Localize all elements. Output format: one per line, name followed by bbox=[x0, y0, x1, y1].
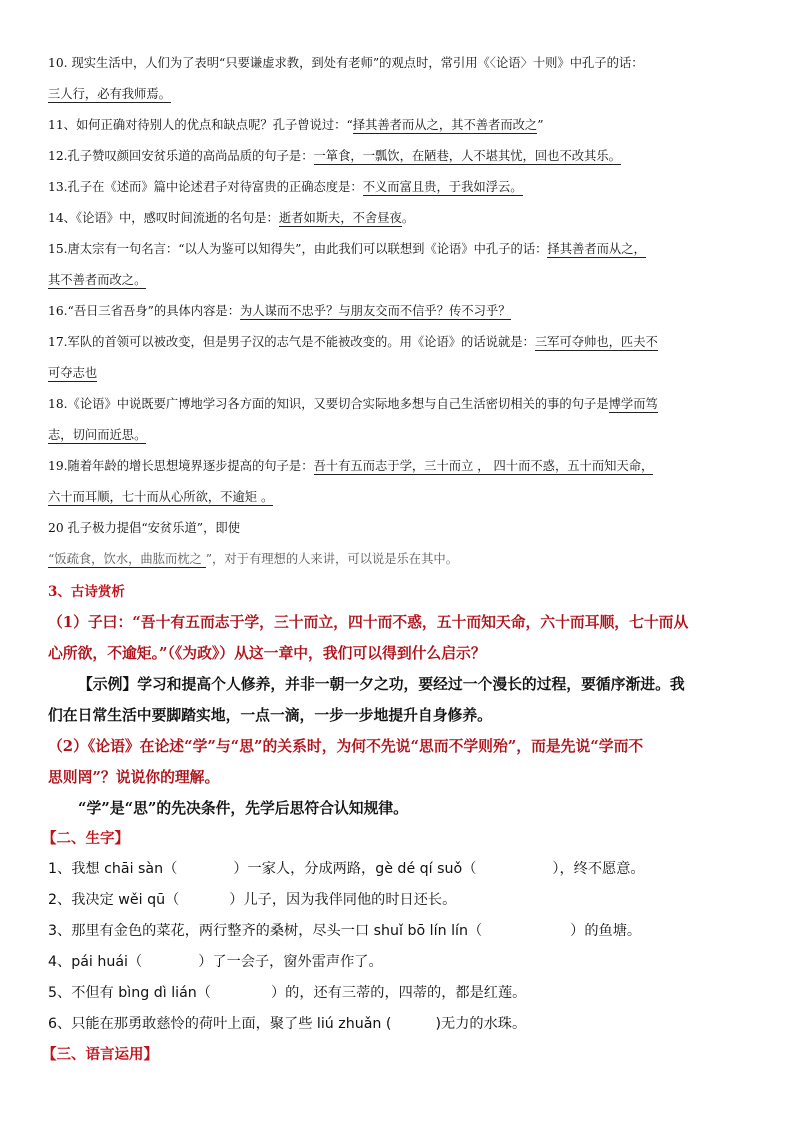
section-er-title: 【二、生字】 bbox=[42, 831, 129, 847]
pinyin-item-6: 6、只能在那勇敢慈怜的荷叶上面，聚了些 liú zhuǎn ( )无力的水珠。 bbox=[48, 1016, 527, 1032]
answer-1-line-1: 【示例】学习和提高个人修养，并非一朝一夕之功，要经过一个漫长的过程，要循序渐进。我 bbox=[78, 676, 685, 693]
line-19: 19.随着年龄的增长思想境界逐步提高的句子是：吾十有五而志于学，三十而立 ， 四十而不惑，五十而知天命， bbox=[48, 459, 654, 473]
line-20-cont: “饭疏食，饮水，曲肱而枕之 ”，对于有理想的人来讲，可以说是乐在其中。 bbox=[48, 552, 458, 566]
pinyin-item-4: 4、pái huái（ ）了一会子，窗外雷声作了。 bbox=[48, 954, 383, 970]
question-2-line-2: 思则罔”？说说你的理解。 bbox=[48, 769, 220, 786]
line-18: 18.《论语》中说既要广博地学习各方面的知识，又要切合实际地多想与自己生活密切相关的事的句子是博学而笃 bbox=[48, 397, 658, 411]
line-12: 12.孔子赞叹颜回安贫乐道的高尚品质的句子是：一箪食，一瓢饮，在陋巷，人不堪其忧，回也不改其乐。 bbox=[48, 149, 621, 163]
line-16: 16.“吾日三省吾身”的具体内容是：为人谋而不忠乎？与朋友交而不信乎？传不习乎？ bbox=[48, 304, 511, 318]
line-19-cont: 六十而耳顺，七十而从心所欲，不逾矩 。 bbox=[48, 490, 274, 504]
line-20: 20 孔子极力提倡“安贫乐道”，即使 bbox=[48, 521, 240, 535]
line-17-cont: 可夺志也 bbox=[48, 366, 98, 380]
pinyin-item-2: 2、我决定 wěi qū（ ）儿子，因为我伴同他的时日还长。 bbox=[48, 892, 457, 908]
line-14: 14、《论语》中，感叹时间流逝的名句是：逝者如斯夫，不舍昼夜。 bbox=[48, 211, 415, 225]
pinyin-item-3: 3、那里有金色的菜花，两行整齐的桑树，尽头一口 shuǐ bō lín lín（ ）的鱼塘。 bbox=[48, 923, 642, 939]
answer-2: “学”是“思”的先决条件，先学后思符合认知规律。 bbox=[78, 800, 408, 817]
pinyin-item-5: 5、不但有 bìng dì lián（ ）的，还有三蒂的，四蒂的，都是红莲。 bbox=[48, 985, 527, 1001]
line-10: 10. 现实生活中，人们为了表明“只要谦虚求教，到处有老师”的观点时，常引用《〈论语〉十则》中孔子的话： bbox=[48, 56, 644, 70]
document-page bbox=[42, 48, 748, 1070]
section-3-title: 3、古诗赏析 bbox=[48, 584, 125, 600]
line-13: 13.孔子在《述而》篇中论述君子对待富贵的正确态度是：不义而富且贵，于我如浮云。 bbox=[48, 180, 523, 194]
question-2-line-1: （2）《论语》在论述“学”与“思”的关系时，为何不先说“思而不学则殆”，而是先说“学而不 bbox=[48, 738, 644, 755]
line-11: 11、如何正确对待别人的优点和缺点呢？孔子曾说过：“择其善者而从之，其不善者而改之” bbox=[48, 118, 544, 132]
question-1-line-2: 心所欲，不逾矩。”（《为政》）从这一章中，我们可以得到什么启示？ bbox=[48, 645, 486, 662]
line-15-cont: 其不善者而改之。 bbox=[48, 273, 147, 287]
pinyin-item-1: 1、我想 chāi sàn（ ）一家人，分成两路，gè dé qí suǒ（ ），终不愿意。 bbox=[48, 861, 645, 877]
line-10-answer: 三人行，必有我师焉。 bbox=[48, 87, 171, 101]
line-18-cont: 志，切问而近思。 bbox=[48, 428, 147, 442]
line-17: 17.军队的首领可以被改变，但是男子汉的志气是不能被改变的。用《论语》的话说就是：三军可夺帅也，匹夫不 bbox=[48, 335, 658, 349]
line-15: 15.唐太宗有一句名言：“以人为鉴可以知得失”，由此我们可以联想到《论语》中孔子的话：择其善者而从之， bbox=[48, 242, 646, 256]
section-san-title: 【三、语言运用】 bbox=[42, 1047, 158, 1063]
answer-1-line-2: 们在日常生活中要脚踏实地，一点一滴，一步一步地提升自身修养。 bbox=[48, 707, 492, 724]
question-1-line-1: （1）子曰：“吾十有五而志于学，三十而立，四十而不惑，五十而知天命，六十而耳顺，七十而从 bbox=[48, 614, 689, 631]
